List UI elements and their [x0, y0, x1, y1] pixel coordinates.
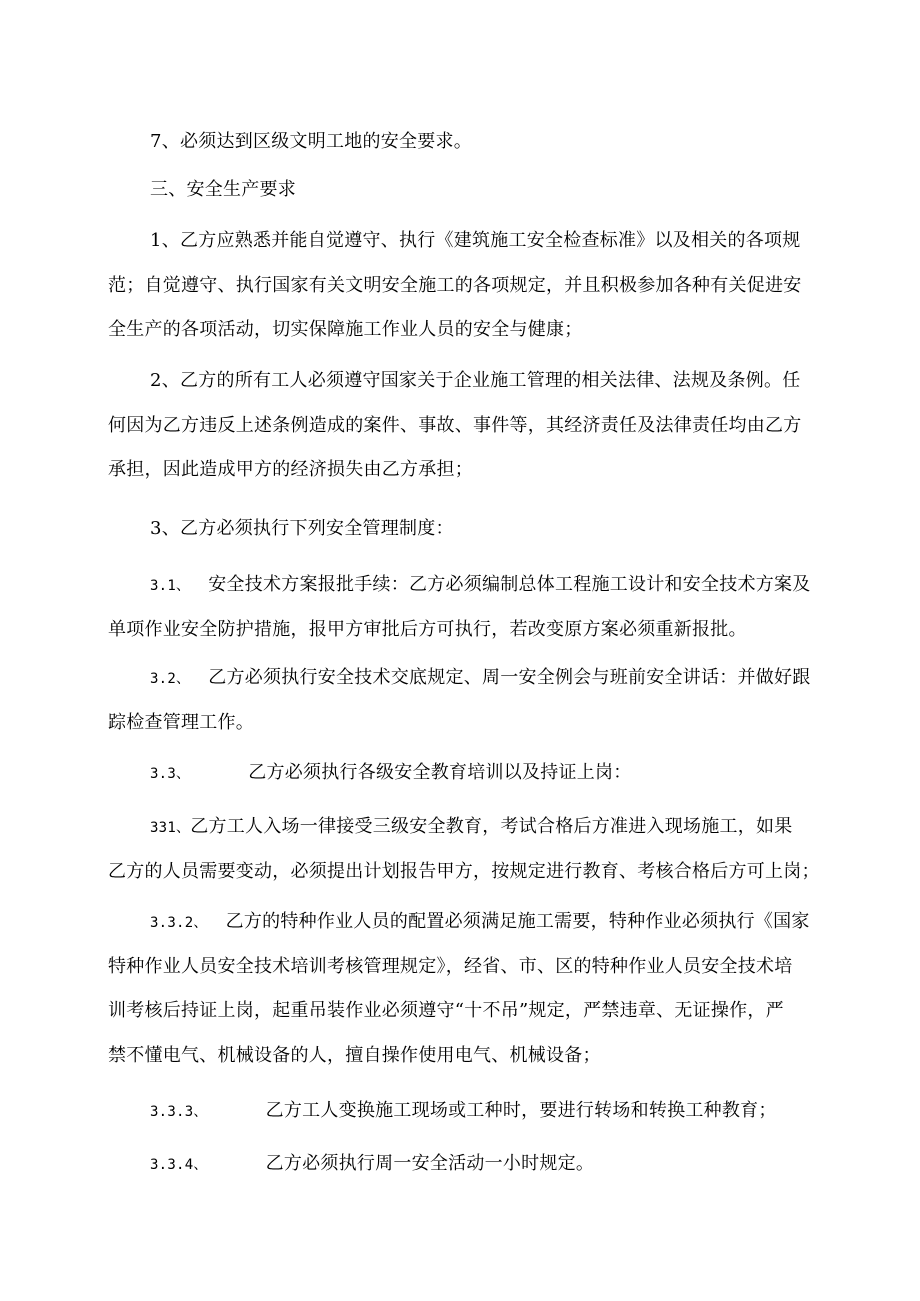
clause-number: 3.3.2、: [150, 915, 208, 931]
clause-3-3-2: [108, 900, 820, 1078]
clause-number: 3.3、: [150, 766, 191, 782]
clause-number: 3.2、: [150, 671, 191, 687]
paragraph-line: [108, 1142, 820, 1187]
clause-number: 331、: [150, 820, 191, 836]
paragraph-1: [108, 219, 820, 353]
paragraph-line: 训考核后持证上岗，起重吊装作业必须遵守“十不吊”规定，严禁违章、无证操作，严: [108, 1000, 784, 1021]
clause-text: 乙方必须执行周一安全活动一小时规定。: [265, 1153, 595, 1174]
paragraph-line: 全生产的各项活动，切实保障施工作业人员的安全与健康；: [108, 319, 583, 340]
paragraph-line: 承担，因此造成甲方的经济损失由乙方承担；: [108, 459, 473, 480]
section-heading: 三、安全生产要求: [150, 179, 296, 200]
paragraph-line: [108, 900, 820, 945]
paragraph-line: 单项作业安全防护措施，报甲方审批后方可执行，若改变原方案必须重新报批。: [108, 618, 747, 640]
paragraph-line: 特种作业人员安全技术培训考核管理规定》，经省、市、区的特种作业人员安全技术培: [108, 955, 793, 977]
clause-number: 3.3.3、: [150, 1104, 208, 1120]
clause-3-3: [108, 751, 820, 796]
paragraph-line: 何因为乙方违反上述条例造成的案件、事故、事件等，其经济责任及法律责任均由乙方: [108, 414, 802, 436]
paragraph-line: 范；自觉遵守、执行国家有关文明安全施工的各项规定，并且积极参加各种有关促进安: [108, 274, 802, 296]
clause-3-3-1: [108, 805, 820, 894]
clause-text: 安全技术方案报批手续：乙方必须编制总体工程施工设计和安全技术方案及: [208, 574, 811, 595]
paragraph-line: 3、乙方必须执行下列安全管理制度：: [150, 518, 454, 539]
clause-3-1: [108, 563, 820, 652]
paragraph-line: 禁不懂电气、机械设备的人，擅自操作使用电气、机械设备；: [108, 1044, 601, 1066]
paragraph-line: 2、乙方的所有工人必须遵守国家关于企业施工管理的相关法律、法规及条例。任: [150, 370, 801, 391]
paragraph-line: [108, 805, 820, 850]
paragraph-line: 1、乙方应熟悉并能自觉遵守、执行《建筑施工安全检查标准》以及相关的各项规: [150, 230, 801, 251]
clause-text: 乙方必须执行安全技术交底规定、周一安全例会与班前安全讲话：并做好跟: [208, 667, 811, 688]
clause-number: 3.1、: [150, 578, 191, 594]
clause-3-3-4: [108, 1142, 820, 1187]
paragraph-line: 7、必须达到区级文明工地的安全要求。: [150, 131, 472, 152]
paragraph-line: [108, 1089, 820, 1134]
section-heading-3: [108, 168, 820, 213]
paragraph-7: [108, 120, 820, 165]
clause-3-2: [108, 656, 820, 745]
paragraph-line: 踪检查管理工作。: [108, 711, 254, 733]
paragraph-line: [108, 751, 820, 796]
clause-3-3-3: [108, 1089, 820, 1134]
clause-text: 乙方的特种作业人员的配置必须满足施工需要，特种作业必须执行《国家: [225, 911, 810, 932]
paragraph-line: [108, 563, 820, 608]
paragraph-3: [108, 507, 820, 552]
clause-text: 乙方工人变换施工现场或工种时，要进行转场和转换工种教育；: [265, 1100, 777, 1121]
paragraph-2: [108, 359, 820, 493]
clause-text: 乙方工人入场一律接受三级安全教育，考试合格后方准进入现场施工，如果: [190, 816, 793, 837]
paragraph-line: 乙方的人员需要变动，必须提出计划报告甲方，按规定进行教育、考核合格后方可上岗；: [108, 860, 820, 882]
clause-text: 乙方必须执行各级安全教育培训以及持证上岗：: [248, 762, 632, 783]
clause-number: 3.3.4、: [150, 1157, 208, 1173]
paragraph-line: [108, 656, 820, 701]
